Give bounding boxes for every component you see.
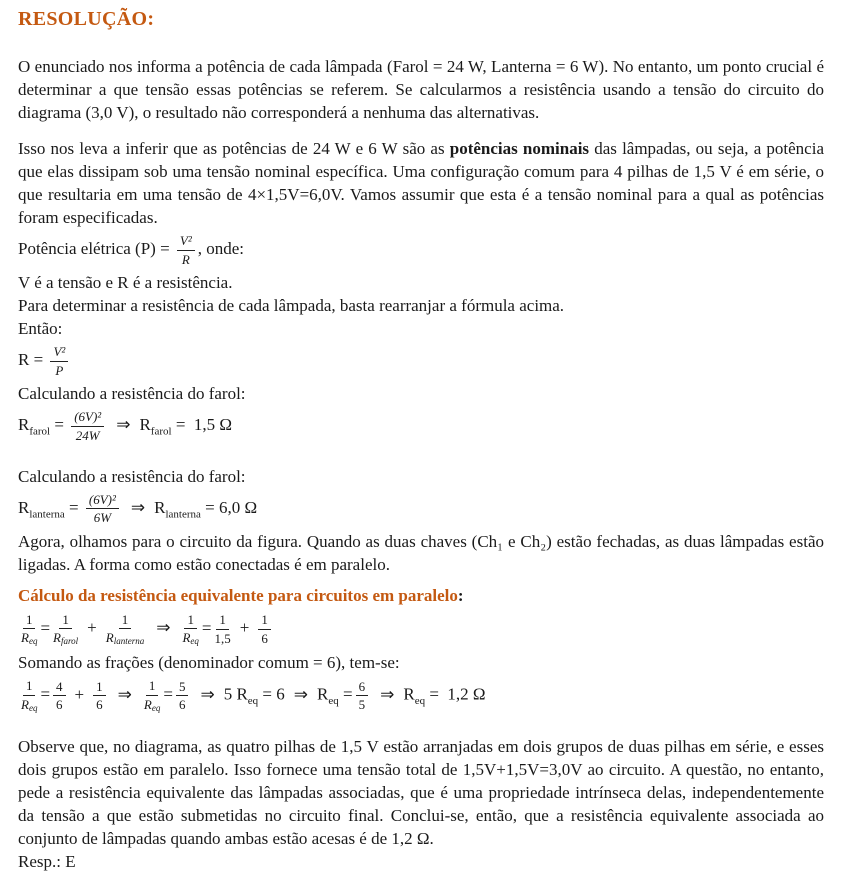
fraction-1-over-req: $\frac{1}{\text{Req}}$ — [21, 678, 38, 713]
line-resp: Resp.: E — [18, 851, 76, 871]
fraction-1-over-1p5: $\frac{1}{1,5}$ — [214, 612, 231, 646]
five-req-base: 5 R — [223, 684, 248, 704]
formula-electric-power — [18, 229, 824, 271]
equals-sign: = — [40, 684, 51, 704]
nominal-bold-term: potências nominais — [449, 139, 590, 158]
equals-six: = 6 — [258, 684, 285, 704]
fraction-6-over-5: $\frac{6}{5}$ — [356, 679, 369, 713]
req-base: R — [403, 684, 415, 704]
spacer — [18, 576, 824, 584]
label-calc-farol: Calculando a resistência do farol: — [18, 384, 246, 404]
implies-arrow: ⇒ — [293, 684, 309, 704]
section-heading-parallel — [18, 584, 824, 608]
fraction-6v2-over-6w: $\frac{\text{(6V)²}}{6W}$ — [86, 492, 119, 526]
equals-sign: = — [64, 497, 83, 517]
req-sub: eq — [328, 695, 339, 708]
line-rearrange: Para determinar a resistência de cada lâmpada, basta rearranjar a fórmula acima. — [18, 296, 565, 316]
paragraph-intro: O enunciado nos informa a potência de cada lâmpada (Farol = 24 W, Lanterna = 6 W). No entanto, um ponto crucial é determinar a que tensão essas potências se referem. Se calcularmos a resistência usando a tensão do circuito do diagrama (3,0 V), o resultado não corresponderá a nenhuma das alternativas. — [18, 57, 824, 122]
nominal-text-after: das lâmpadas, ou seja, a potência que elas dissipam sob uma tensão nominal específica. Uma configuração comum para 4 pilhas de 1,5 V é em série, o que resultaria em uma tensão de 4×1,5V=6,0V. Vamos assumir que esta é a tensão nominal para a qual as potências foram especificadas. — [18, 139, 824, 227]
implies-arrow: ⇒ — [380, 684, 395, 704]
line-entao: Então: — [18, 319, 63, 339]
implies-arrow: ⇒ — [156, 618, 171, 638]
page-title: RESOLUÇÃO: — [18, 8, 155, 30]
formula-parallel-1 — [18, 608, 824, 651]
fraction-4-over-6: $\frac{4}{6}$ — [53, 679, 66, 713]
paragraph-observe: Observe que, no diagrama, as quatro pilhas de 1,5 V estão arranjadas em dois grupos de duas pilhas em série, e esses dois grupos estão em paralelo. Isso fornece uma tensão total de 1,5V+1,5V=3,0V ao circuito. A questão, no entanto, pede a resistência equivalente das lâmpadas associadas, que é uma propriedade intrínseca delas, independentemente da tensão a que estão submetidas no circuito final. Conclui-se, então, que a resistência equivalente associada ao conjunto de lâmpadas quando ambas estão acesas é de 1,2 Ω. — [18, 736, 824, 848]
plus-sign: + — [74, 684, 85, 704]
paragraph-agora: Agora, olhamos para o circuito da figura. Quando as duas chaves (Ch₁ e Ch₂) estão fechadas, as duas lâmpadas estão ligadas. A forma como estão conectadas é em paralelo. — [18, 531, 824, 574]
nominal-text-before: Isso nos leva a inferir que as potências de 24 W e 6 W são as — [18, 139, 450, 158]
r-lanterna-base: R — [18, 497, 30, 517]
fraction-v2-over-r: $\frac{\text{V²}}{R}$ — [177, 233, 195, 267]
equals-sign: = — [201, 618, 212, 638]
r-lanterna-sub: lanterna — [165, 507, 201, 520]
req-result: = 1,2 Ω — [425, 684, 486, 704]
r-farol-sub: farol — [29, 425, 51, 438]
spacer — [18, 448, 824, 465]
r-farol-base: R — [139, 415, 151, 435]
fraction-6v2-over-24w: $\frac{\text{(6V)²}}{24W}$ — [71, 409, 104, 443]
r-farol-result: = 1,5 Ω — [171, 415, 233, 435]
plus-sign: + — [87, 618, 97, 638]
equals-sign: = — [163, 684, 173, 704]
power-text-before: Potência elétrica (P) = — [18, 239, 174, 258]
r-lanterna-sub: lanterna — [29, 507, 65, 520]
heading-colon: : — [457, 585, 464, 605]
fraction-v2-over-p: $\frac{\text{V²}}{P}$ — [50, 344, 68, 378]
fraction-1-over-req: $\frac{1}{\text{Req}}$ — [182, 611, 199, 647]
formula-parallel-2 — [18, 674, 824, 717]
req-base: R — [317, 684, 329, 704]
equals-sign: = — [50, 415, 69, 435]
r-farol-sub: farol — [150, 425, 172, 438]
fraction-1-over-rfarol: $\frac{1}{\text{Rfarol}}$ — [53, 611, 79, 647]
fraction-1-over-req: $\frac{1}{\text{Req}}$ — [143, 678, 161, 713]
spacer — [18, 718, 824, 735]
fraction-1-over-rlanterna: $\frac{1}{\text{Rlanterna}}$ — [105, 611, 145, 647]
r-lanterna-result: = 6,0 Ω — [200, 497, 258, 517]
line-somando: Somando as frações (denominador comum = 6), tem-se: — [18, 653, 400, 673]
equals-sign: = — [338, 684, 353, 704]
fraction-1-over-req: $\frac{1}{\text{Req}}$ — [21, 611, 38, 647]
implies-arrow: ⇒ — [117, 684, 132, 704]
spacer — [18, 124, 824, 137]
plus-sign: + — [239, 618, 250, 638]
heading-text: Cálculo da resistência equivalente para circuitos em paralelo — [18, 585, 458, 605]
r-farol-base: R — [18, 415, 30, 435]
eq-r-lhs: R = — [18, 350, 48, 370]
req-sub: eq — [414, 695, 426, 708]
line-v-r-definition: V é a tensão e R é a resistência. — [18, 273, 233, 293]
implies-arrow: ⇒ — [130, 497, 146, 517]
fraction-5-over-6: $\frac{5}{6}$ — [176, 679, 189, 713]
equals-sign: = — [40, 618, 51, 638]
fraction-1-over-6: $\frac{1}{6}$ — [93, 679, 106, 713]
paragraph-nominal — [18, 137, 824, 229]
implies-arrow: ⇒ — [200, 684, 215, 704]
label-calc-lanterna: Calculando a resistência do farol: — [18, 466, 246, 486]
formula-r-farol — [18, 405, 824, 447]
req-sub: eq — [247, 695, 259, 708]
power-text-after: , onde: — [197, 239, 245, 258]
implies-arrow: ⇒ — [116, 415, 131, 435]
r-lanterna-base: R — [154, 497, 166, 517]
fraction-1-over-6: $\frac{1}{6}$ — [258, 612, 271, 646]
formula-resistance — [18, 340, 824, 382]
formula-r-lanterna — [18, 488, 824, 530]
